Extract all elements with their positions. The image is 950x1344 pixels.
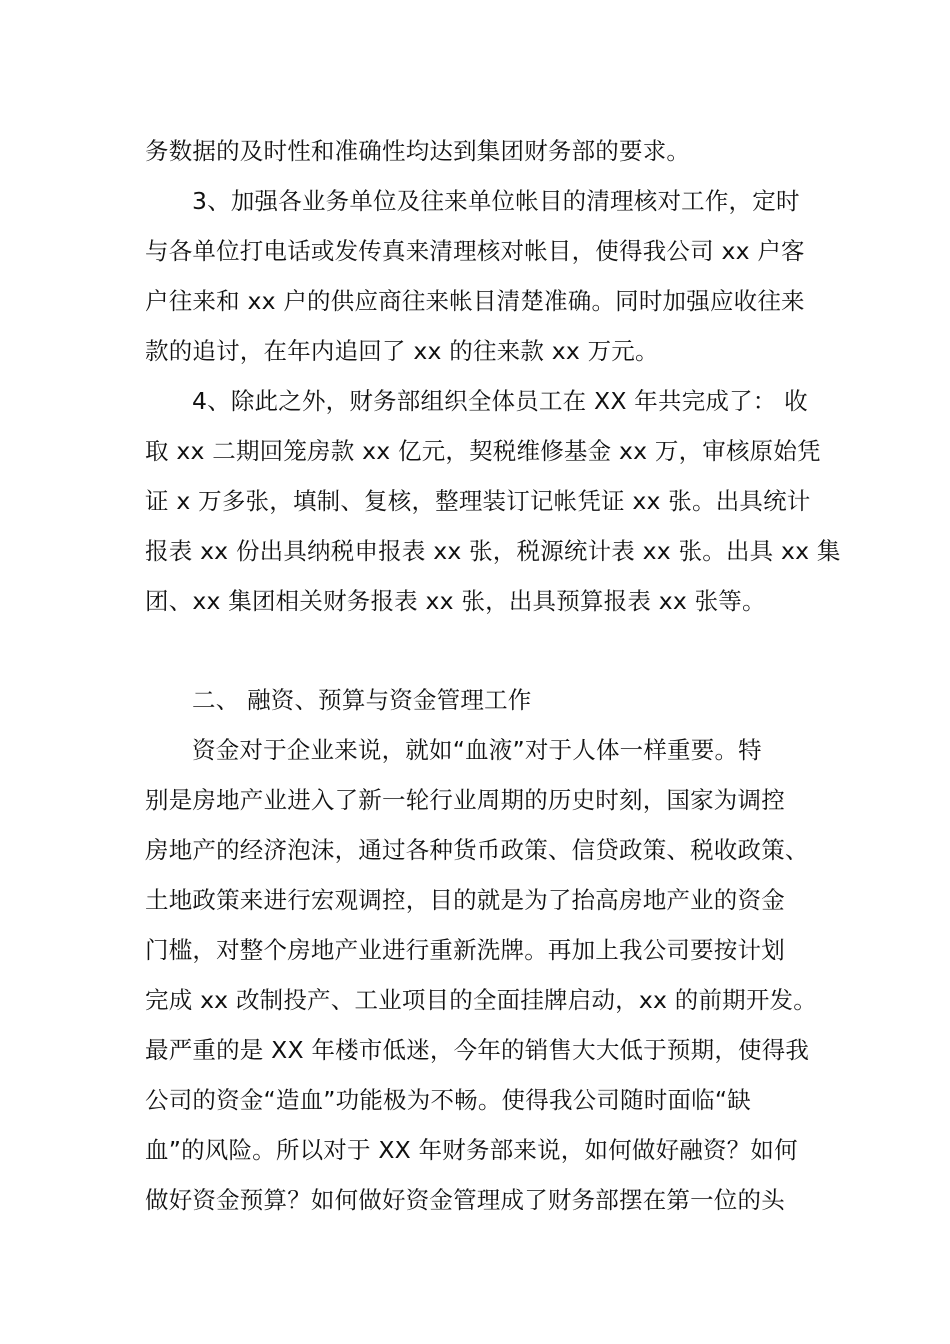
paragraph-line: 血”的风险。所以对于 XX 年财务部来说，如何做好融资？如何 bbox=[145, 1136, 798, 1164]
paragraph-line: 公司的资金“造血”功能极为不畅。使得我公司随时面临“缺 bbox=[145, 1086, 751, 1114]
paragraph-line: 户往来和 xx 户的供应商往来帐目清楚准确。同时加强应收往来 bbox=[145, 287, 805, 315]
paragraph-line: 做好资金预算？如何做好资金管理成了财务部摆在第一位的头 bbox=[145, 1186, 785, 1214]
paragraph-line: 4、除此之外，财务部组织全体员工在 XX 年共完成了： 收 bbox=[192, 387, 808, 415]
paragraph-line: 门槛，对整个房地产业进行重新洗牌。再加上我公司要按计划 bbox=[145, 936, 785, 964]
section-heading: 二、 融资、预算与资金管理工作 bbox=[192, 686, 532, 714]
paragraph-line: 别是房地产业进入了新一轮行业周期的历史时刻，国家为调控 bbox=[145, 786, 785, 814]
paragraph-line: 务数据的及时性和准确性均达到集团财务部的要求。 bbox=[145, 137, 691, 165]
paragraph-line: 完成 xx 改制投产、工业项目的全面挂牌启动，xx 的前期开发。 bbox=[145, 986, 817, 1014]
paragraph-line: 土地政策来进行宏观调控，目的就是为了抬高房地产业的资金 bbox=[145, 886, 785, 914]
paragraph-line: 最严重的是 XX 年楼市低迷，今年的销售大大低于预期，使得我 bbox=[145, 1036, 810, 1064]
paragraph-line: 资金对于企业来说，就如“血液”对于人体一样重要。特 bbox=[192, 736, 762, 764]
paragraph-line: 报表 xx 份出具纳税申报表 xx 张，税源统计表 xx 张。出具 xx 集 bbox=[145, 537, 841, 565]
paragraph-line: 与各单位打电话或发传真来清理核对帐目，使得我公司 xx 户客 bbox=[145, 237, 805, 265]
paragraph-line: 房地产的经济泡沫，通过各种货币政策、信贷政策、税收政策、 bbox=[145, 836, 809, 864]
paragraph-line: 3、加强各业务单位及往来单位帐目的清理核对工作，定时 bbox=[192, 187, 800, 215]
paragraph-line: 团、xx 集团相关财务报表 xx 张，出具预算报表 xx 张等。 bbox=[145, 587, 766, 615]
paragraph-line: 款的追讨，在年内追回了 xx 的往来款 xx 万元。 bbox=[145, 337, 659, 365]
paragraph-line: 取 xx 二期回笼房款 xx 亿元，契税维修基金 xx 万，审核原始凭 bbox=[145, 437, 821, 465]
paragraph-line: 证 x 万多张，填制、复核，整理装订记帐凭证 xx 张。出具统计 bbox=[145, 487, 811, 515]
